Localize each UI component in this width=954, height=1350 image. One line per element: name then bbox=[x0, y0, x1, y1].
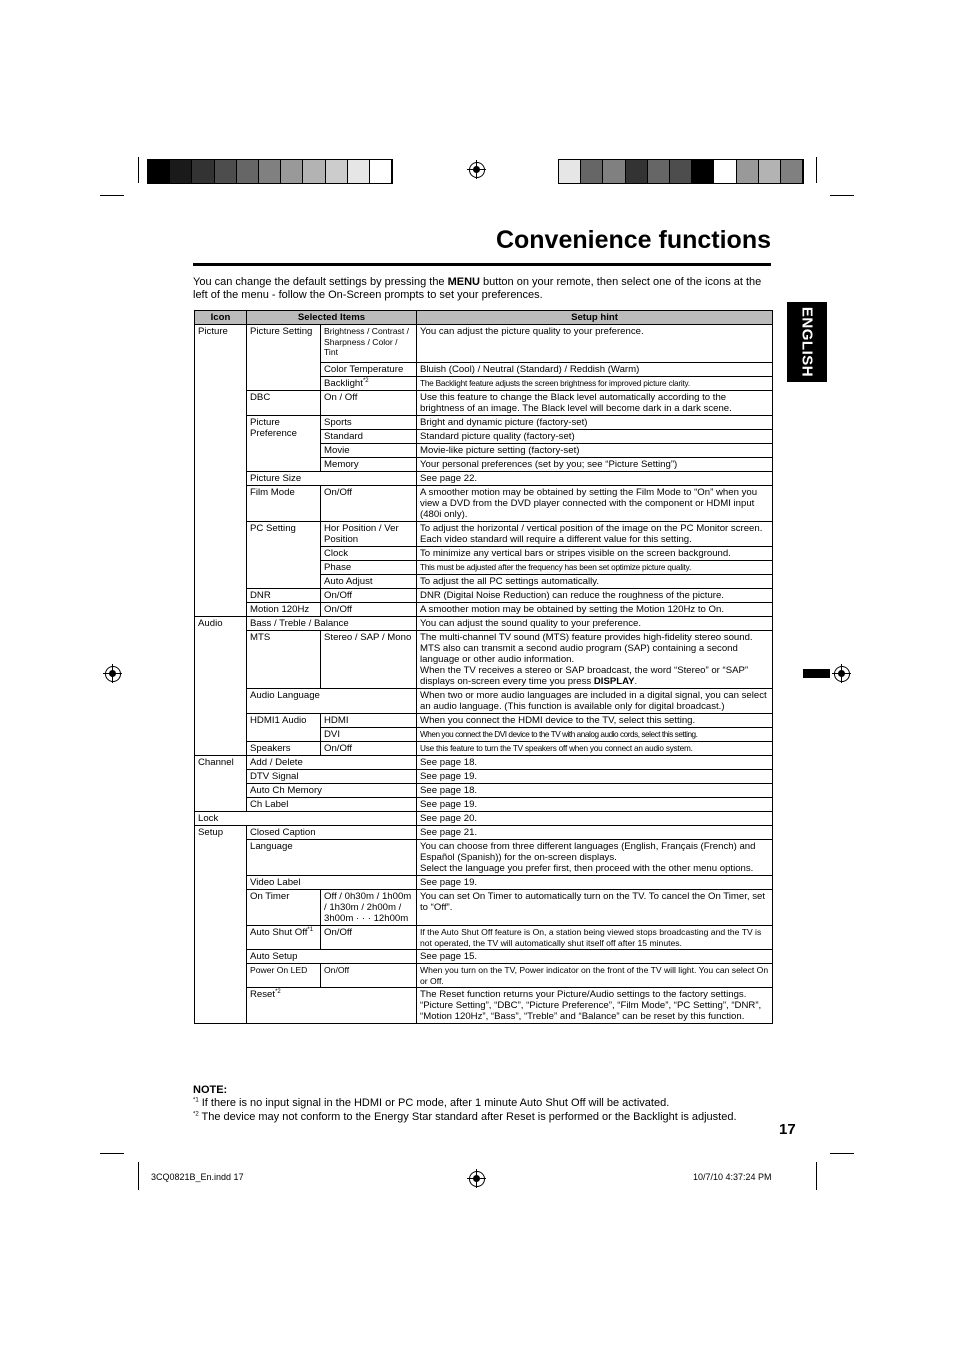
item-cell: Closed Caption bbox=[247, 826, 417, 840]
table-row bbox=[195, 890, 773, 926]
table-row bbox=[195, 589, 773, 603]
value-cell: On/Off bbox=[321, 926, 417, 950]
hint-cell: Standard picture quality (factory-set) bbox=[417, 430, 773, 444]
table-row bbox=[195, 689, 773, 714]
note-2: $^{*2}$ The device may not conform to the Energy Star standard after Reset is performed or the Backlight is adjusted. bbox=[193, 1110, 737, 1123]
notes bbox=[193, 1084, 783, 1124]
icon-cell: Channel bbox=[195, 756, 247, 812]
table-row bbox=[195, 798, 773, 812]
language-tab: ENGLISH bbox=[787, 302, 827, 382]
value-cell: On / Off bbox=[321, 391, 417, 416]
printer-color-bar-right bbox=[558, 159, 804, 184]
color-swatch bbox=[192, 160, 214, 183]
table-row bbox=[195, 950, 773, 964]
column-header-items: Selected Items bbox=[247, 311, 417, 325]
hint-cell: The Backlight feature adjusts the screen brightness for improved picture clarity. bbox=[417, 377, 773, 391]
table-row bbox=[195, 926, 773, 950]
title-rule bbox=[193, 263, 771, 266]
item-cell: Auto Setup bbox=[247, 950, 417, 964]
hint-cell: To adjust the horizontal / vertical position of the image on the PC Monitor screen. Each video standard will require a different value for this setting. bbox=[417, 522, 773, 547]
value-cell: HDMI bbox=[321, 714, 417, 728]
crop-mark bbox=[830, 1153, 854, 1154]
hint-cell: A smoother motion may be obtained by setting the Motion 120Hz to On. bbox=[417, 603, 773, 617]
page-title: Convenience functions bbox=[495, 226, 771, 254]
hint-cell: When two or more audio languages are included in a digital signal, you can select an audio language. (This function is available only for digital broadcast.) bbox=[417, 689, 773, 714]
color-swatch bbox=[670, 160, 692, 183]
icon-cell: Picture bbox=[195, 325, 247, 617]
footer-date: 10/7/10 4:37:24 PM bbox=[693, 1172, 772, 1182]
crop-mark bbox=[816, 1162, 817, 1190]
table-row bbox=[195, 603, 773, 617]
color-swatch bbox=[559, 160, 581, 183]
hint-cell: When you connect the DVI device to the TV with analog audio cords, select this setting. bbox=[417, 728, 773, 742]
item-cell: Add / Delete bbox=[247, 756, 417, 770]
hint-cell: See page 18. bbox=[417, 756, 773, 770]
item-cell: DNR bbox=[247, 589, 321, 603]
color-swatch bbox=[303, 160, 325, 183]
hint-cell: When you connect the HDMI device to the TV, select this setting. bbox=[417, 714, 773, 728]
value-cell: Color Temperature bbox=[321, 363, 417, 377]
value-cell: Movie bbox=[321, 444, 417, 458]
item-cell: Picture Size bbox=[247, 472, 417, 486]
hint-cell: The multi-channel TV sound (MTS) feature provides high-fidelity stereo sound. MTS also can transmit a second audio program (SAP) containing a second language or other audio information. When the TV receives a stereo or SAP broadcast, the word “Stereo” or “SAP” displays on-screen every time you press DISPLAY. bbox=[417, 631, 773, 689]
color-swatch bbox=[626, 160, 648, 183]
footer-file: 3CQ0821B_En.indd 17 bbox=[151, 1172, 244, 1182]
hint-cell: The Reset function returns your Picture/Audio settings to the factory settings. “Picture Setting”, “DBC”, “Picture Preference”, “Film Mode”, “PC Setting”, “DNR”, “Motion 120Hz”, “Bass”, “Treble” and “Balance” can be reset by this function. bbox=[417, 988, 773, 1024]
hint-cell: See page 19. bbox=[417, 876, 773, 890]
hint-cell: Bluish (Cool) / Neutral (Standard) / Reddish (Warm) bbox=[417, 363, 773, 377]
table-row bbox=[195, 486, 773, 522]
item-cell: Picture Setting bbox=[247, 325, 321, 391]
hint-cell: Use this feature to turn the TV speakers off when you connect an audio system. bbox=[417, 742, 773, 756]
item-cell: Power On LED bbox=[247, 964, 321, 988]
item-cell: DBC bbox=[247, 391, 321, 416]
table-row bbox=[195, 522, 773, 547]
item-cell: Audio Language bbox=[247, 689, 417, 714]
hint-cell: See page 18. bbox=[417, 784, 773, 798]
hint-cell: See page 20. bbox=[417, 812, 773, 826]
table-row bbox=[195, 617, 773, 631]
table-row bbox=[195, 742, 773, 756]
side-marker bbox=[803, 669, 830, 678]
value-cell: Off / 0h30m / 1h00m / 1h30m / 2h00m / 3h00m · · · 12h00m bbox=[321, 890, 417, 926]
value-cell: DVI bbox=[321, 728, 417, 742]
crop-mark bbox=[816, 157, 817, 183]
value-cell: On/Off bbox=[321, 486, 417, 522]
item-cell: Auto Ch Memory bbox=[247, 784, 417, 798]
item-cell: MTS bbox=[247, 631, 321, 689]
item-cell: Auto Shut Off$^{*1}$ bbox=[247, 926, 321, 950]
value-cell: Auto Adjust bbox=[321, 575, 417, 589]
notes-title: NOTE: bbox=[193, 1084, 228, 1096]
hint-cell: When you turn on the TV, Power indicator on the front of the TV will light. You can select On or Off. bbox=[417, 964, 773, 988]
item-cell: Video Label bbox=[247, 876, 417, 890]
value-cell: On/Off bbox=[321, 603, 417, 617]
item-cell: Speakers bbox=[247, 742, 321, 756]
hint-cell: Your personal preferences (set by you; see “Picture Setting”) bbox=[417, 458, 773, 472]
column-header-hint: Setup hint bbox=[417, 311, 773, 325]
color-swatch bbox=[148, 160, 170, 183]
item-cell: Picture Preference bbox=[247, 416, 321, 472]
hint-cell: This must be adjusted after the frequency has been set optimize picture quality. bbox=[417, 561, 773, 575]
value-cell: Standard bbox=[321, 430, 417, 444]
table-row bbox=[195, 416, 773, 430]
color-swatch bbox=[370, 160, 392, 183]
icon-cell: Setup bbox=[195, 826, 247, 1024]
value-cell: Hor Position / Ver Position bbox=[321, 522, 417, 547]
hint-cell: See page 22. bbox=[417, 472, 773, 486]
value-cell: Memory bbox=[321, 458, 417, 472]
crop-mark bbox=[100, 195, 124, 196]
hint-cell: If the Auto Shut Off feature is On, a station being viewed stops broadcasting and the TV is not operated, the TV will automatically shut itself off after 15 minutes. bbox=[417, 926, 773, 950]
color-swatch bbox=[259, 160, 281, 183]
item-cell: Ch Label bbox=[247, 798, 417, 812]
registration-mark-icon bbox=[469, 162, 485, 178]
table-row bbox=[195, 826, 773, 840]
value-cell: On/Off bbox=[321, 589, 417, 603]
crop-mark bbox=[138, 157, 139, 183]
color-swatch bbox=[648, 160, 670, 183]
intro-text: You can change the default settings by pressing the MENU button on your remote, then select one of the icons at the left of the menu - follow the On-Screen prompts to set your preferences. bbox=[193, 276, 762, 301]
color-swatch bbox=[603, 160, 625, 183]
table-row bbox=[195, 472, 773, 486]
crop-mark bbox=[100, 1153, 124, 1154]
hint-cell: DNR (Digital Noise Reduction) can reduce the roughness of the picture. bbox=[417, 589, 773, 603]
hint-cell: You can set On Timer to automatically turn on the TV. To cancel the On Timer, set to “Off”. bbox=[417, 890, 773, 926]
table-row bbox=[195, 988, 773, 1024]
value-cell: Sports bbox=[321, 416, 417, 430]
color-swatch bbox=[170, 160, 192, 183]
crop-mark bbox=[830, 195, 854, 196]
hint-cell: You can adjust the picture quality to your preference. bbox=[417, 325, 773, 363]
note-1: $^{*1}$ If there is no input signal in the HDMI or PC mode, after 1 minute Auto Shut Off will be activated. bbox=[193, 1097, 670, 1110]
color-swatch bbox=[781, 160, 803, 183]
value-cell: Brightness / Contrast / Sharpness / Color / Tint bbox=[321, 325, 417, 363]
value-cell: Phase bbox=[321, 561, 417, 575]
registration-mark-icon bbox=[834, 666, 850, 682]
color-swatch bbox=[737, 160, 759, 183]
value-cell: Clock bbox=[321, 547, 417, 561]
icon-cell: Lock bbox=[195, 812, 417, 826]
table-row bbox=[195, 756, 773, 770]
table-row bbox=[195, 631, 773, 689]
item-cell: Motion 120Hz bbox=[247, 603, 321, 617]
table-row bbox=[195, 391, 773, 416]
item-cell: Film Mode bbox=[247, 486, 321, 522]
item-cell: Language bbox=[247, 840, 417, 876]
item-cell: DTV Signal bbox=[247, 770, 417, 784]
table-row bbox=[195, 784, 773, 798]
hint-cell: You can choose from three different languages (English, Français (French) and Español (Spanish)) for the on-screen displays. Select the language you prefer first, then proceed with the other menu options. bbox=[417, 840, 773, 876]
printer-color-bar-left bbox=[147, 159, 393, 184]
crop-mark bbox=[138, 1162, 139, 1190]
item-cell: Reset$^{*2}$ bbox=[247, 988, 417, 1024]
column-header-icon: Icon bbox=[195, 311, 247, 325]
color-swatch bbox=[714, 160, 736, 183]
value-cell: On/Off bbox=[321, 964, 417, 988]
registration-mark-icon bbox=[105, 666, 121, 682]
hint-cell: Movie-like picture setting (factory-set) bbox=[417, 444, 773, 458]
table-row bbox=[195, 840, 773, 876]
hint-cell: See page 15. bbox=[417, 950, 773, 964]
hint-cell: A smoother motion may be obtained by setting the Film Mode to “On” when you view a DVD from the DVD player connected with the component or HDMI input (480i only). bbox=[417, 486, 773, 522]
table-header-row bbox=[195, 311, 773, 325]
hint-cell: See page 19. bbox=[417, 798, 773, 812]
hint-cell: See page 21. bbox=[417, 826, 773, 840]
value-cell: On/Off bbox=[321, 742, 417, 756]
table-row bbox=[195, 876, 773, 890]
color-swatch bbox=[692, 160, 714, 183]
color-swatch bbox=[215, 160, 237, 183]
color-swatch bbox=[759, 160, 781, 183]
settings-table bbox=[194, 310, 773, 1024]
icon-cell: Audio bbox=[195, 617, 247, 756]
hint-cell: Use this feature to change the Black level automatically according to the brightness of an image. The Black level will become dark in a dark scene. bbox=[417, 391, 773, 416]
value-cell: Backlight$^{*2}$ bbox=[321, 377, 417, 391]
value-cell: Stereo / SAP / Mono bbox=[321, 631, 417, 689]
color-swatch bbox=[348, 160, 370, 183]
color-swatch bbox=[281, 160, 303, 183]
hint-cell: See page 19. bbox=[417, 770, 773, 784]
table-row bbox=[195, 964, 773, 988]
hint-cell: To adjust the all PC settings automatically. bbox=[417, 575, 773, 589]
table-row bbox=[195, 325, 773, 363]
item-cell: Bass / Treble / Balance bbox=[247, 617, 417, 631]
item-cell: On Timer bbox=[247, 890, 321, 926]
hint-cell: To minimize any vertical bars or stripes visible on the screen background. bbox=[417, 547, 773, 561]
item-cell: HDMI1 Audio bbox=[247, 714, 321, 742]
color-swatch bbox=[581, 160, 603, 183]
color-swatch bbox=[237, 160, 259, 183]
page-number: 17 bbox=[779, 1121, 796, 1138]
color-swatch bbox=[326, 160, 348, 183]
table-row bbox=[195, 714, 773, 728]
table-row bbox=[195, 770, 773, 784]
table-row bbox=[195, 812, 773, 826]
item-cell: PC Setting bbox=[247, 522, 321, 589]
registration-mark-icon bbox=[469, 1171, 485, 1187]
hint-cell: You can adjust the sound quality to your preference. bbox=[417, 617, 773, 631]
hint-cell: Bright and dynamic picture (factory-set) bbox=[417, 416, 773, 430]
